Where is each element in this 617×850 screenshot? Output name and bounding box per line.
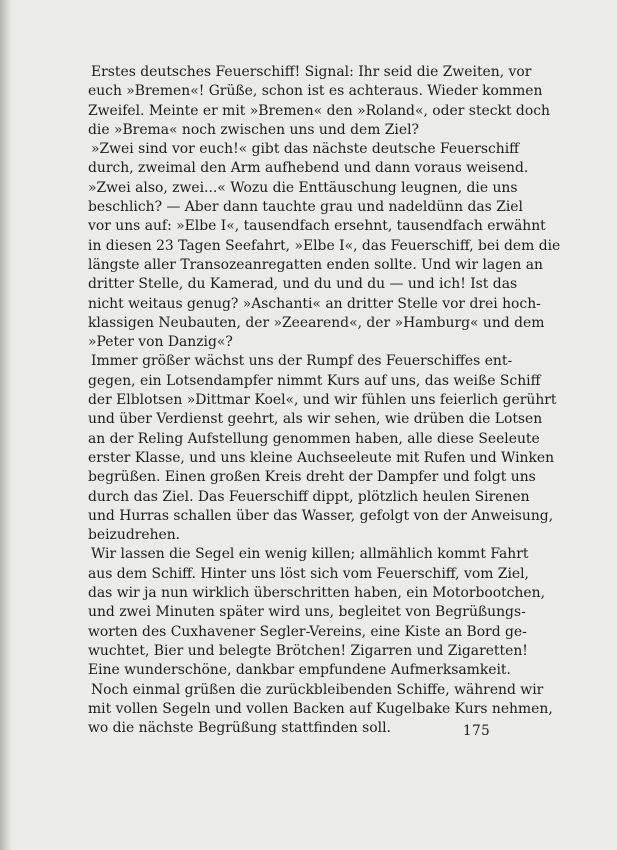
text-line: in diesen 23 Tagen Seefahrt, »Elbe I«, das Feuerschiff, bei dem die bbox=[88, 237, 561, 254]
text-line: das wir ja nun wirklich überschritten haben, ein Motorbootchen, bbox=[88, 585, 545, 602]
text-line: beschlich? — Aber dann tauchte grau und nadeldünn das Ziel bbox=[88, 199, 523, 216]
paragraph bbox=[88, 352, 557, 545]
text-line: an der Reling Aufstellung genommen haben, alle diese Seeleute bbox=[88, 430, 540, 447]
text-line: begrüßen. Einen großen Kreis dreht der Dampfer und folgt uns bbox=[88, 469, 536, 486]
text-line: nicht weitaus genug? »Aschanti« an dritter Stelle vor drei hoch- bbox=[88, 295, 541, 312]
body-text bbox=[88, 63, 561, 738]
text-line: euch »Bremen«! Grüße, schon ist es achteraus. Wieder kommen bbox=[88, 83, 543, 100]
text-line: durch, zweimal den Arm aufhebend und dann voraus weisend. bbox=[88, 160, 529, 177]
text-line: mit vollen Segeln und vollen Backen auf Kugelbake Kurs nehmen, bbox=[88, 700, 553, 717]
text-line: längste aller Transozeanregatten enden sollte. Und wir lagen an bbox=[88, 256, 543, 273]
paragraph bbox=[88, 140, 561, 352]
text-line: »Zwei also, zwei...« Wozu die Enttäuschung leugnen, die uns bbox=[88, 179, 518, 196]
text-line: durch das Ziel. Das Feuerschiff dippt, plötzlich heulen Sirenen bbox=[88, 488, 530, 505]
text-line: worten des Cuxhavener Segler-Vereins, eine Kiste an Bord ge- bbox=[88, 623, 527, 640]
page-binding-shadow bbox=[0, 0, 12, 850]
text-line: dritter Stelle, du Kamerad, und du und du — und ich! Ist das bbox=[88, 276, 518, 293]
text-line: klassigen Neubauten, der »Zeearend«, der »Hamburg« und dem bbox=[88, 314, 545, 331]
text-line: vor uns auf: »Elbe I«, tausendfach ersehnt, tausendfach erwähnt bbox=[88, 218, 546, 235]
paragraph bbox=[88, 63, 550, 140]
text-line: die »Brema« noch zwischen uns und dem Ziel? bbox=[88, 121, 419, 138]
text-line: Zweifel. Meinte er mit »Bremen« den »Roland«, oder steckt doch bbox=[88, 102, 550, 119]
paragraph bbox=[88, 545, 545, 680]
text-line: Wir lassen die Segel ein wenig killen; allmählich kommt Fahrt bbox=[91, 546, 529, 563]
text-line: Immer größer wächst uns der Rumpf des Feuerschiffes ent- bbox=[91, 353, 513, 370]
text-line: »Zwei sind vor euch!« gibt das nächste deutsche Feuerschiff bbox=[91, 141, 520, 158]
text-line: erster Klasse, und uns kleine Auchseeleute mit Rufen und Winken bbox=[88, 449, 555, 466]
text-line: Noch einmal grüßen die zurückbleibenden Schiffe, während wir bbox=[91, 681, 544, 698]
text-line: beizudrehen. bbox=[88, 527, 181, 544]
text-line: gegen, ein Lotsendampfer nimmt Kurs auf uns, das weiße Schiff bbox=[88, 372, 541, 389]
text-line: und Hurras schallen über das Wasser, gefolgt von der Anweisung, bbox=[88, 507, 554, 524]
text-line: Erstes deutsches Feuerschiff! Signal: Ihr seid die Zweiten, vor bbox=[91, 64, 532, 80]
text-line: »Peter von Danzig«? bbox=[88, 334, 233, 351]
text-line: und zwei Minuten später wird uns, begleitet von Begrüßungs- bbox=[88, 604, 526, 621]
text-line: wo die nächste Begrüßung stattfinden soll. bbox=[88, 720, 391, 737]
text-line: aus dem Schiff. Hinter uns löst sich vom Feuerschiff, vom Ziel, bbox=[88, 565, 529, 582]
paragraph bbox=[88, 681, 553, 739]
text-line: wuchtet, Bier und belegte Brötchen! Zigarren und Zigaretten! bbox=[88, 642, 528, 659]
text-line: Eine wunderschöne, dankbar empfundene Aufmerksamkeit. bbox=[88, 662, 511, 679]
text-line: und über Verdienst geehrt, als wir sehen, wie drüben die Lotsen bbox=[88, 411, 543, 428]
text-line: der Elblotsen »Dittmar Koel«, und wir fühlen uns feierlich gerührt bbox=[88, 392, 557, 409]
page-number: 175 bbox=[463, 723, 491, 739]
